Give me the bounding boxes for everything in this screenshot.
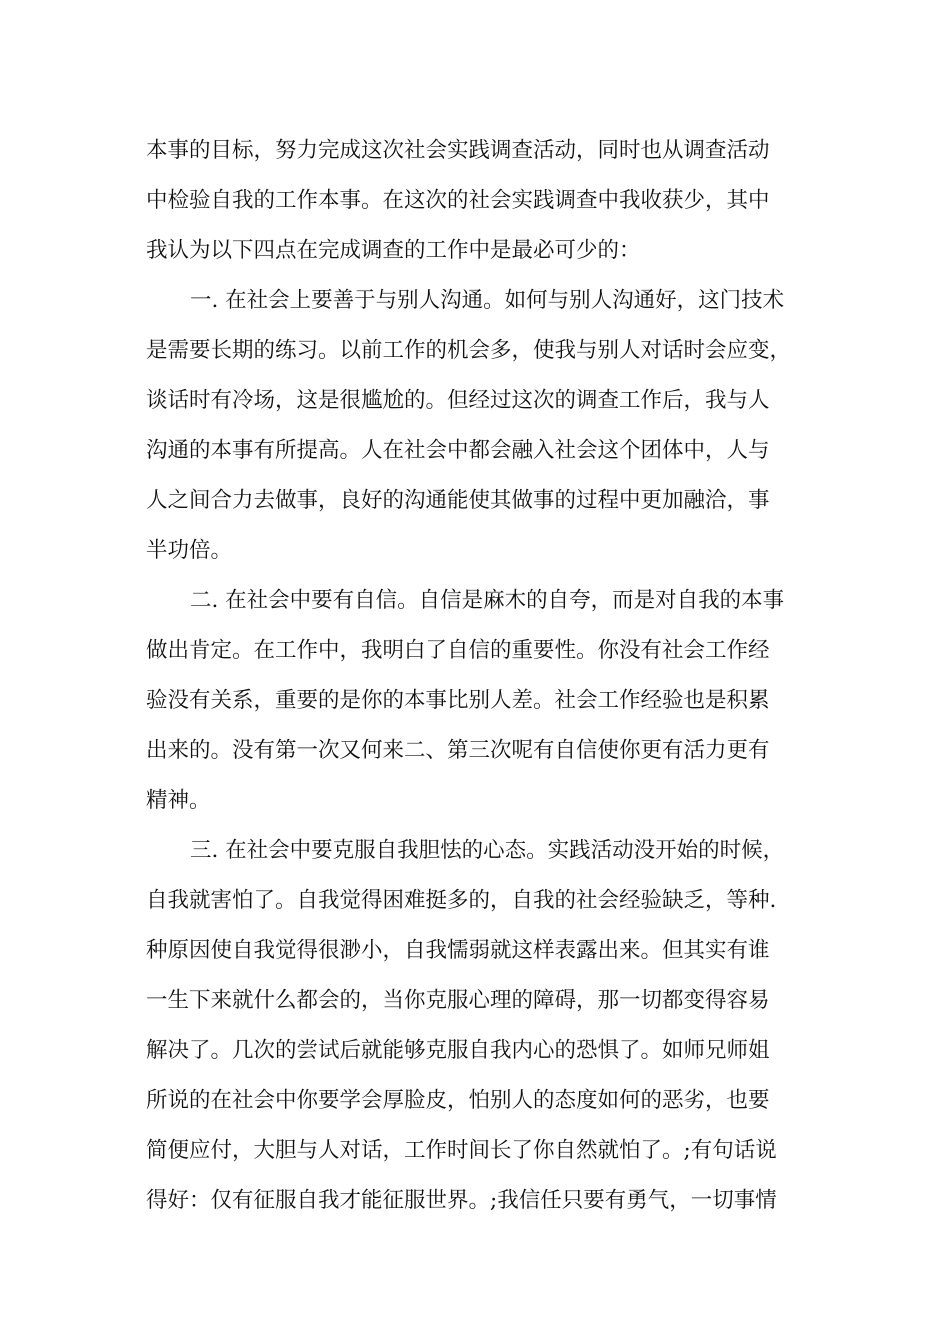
text-line: 人之间合力去做事，良好的沟通能使其做事的过程中更加融洽，事 <box>146 488 770 513</box>
text-line: 一. 在社会上要善于与别人沟通。如何与别人沟通好，这门技术 <box>190 288 785 313</box>
text-line: 是需要长期的练习。以前工作的机会多，使我与别人对话时会应变， <box>146 338 792 363</box>
text-line: 本事的目标，努力完成这次社会实践调查活动，同时也从调查活动 <box>146 138 770 163</box>
text-line: 二. 在社会中要有自信。自信是麻木的自夸，而是对自我的本事 <box>190 588 785 613</box>
text-line: 精神。 <box>146 788 211 813</box>
text-line: 三. 在社会中要克服自我胆怯的心态。实践活动没开始的时候， <box>190 838 785 863</box>
text-line: 种原因使自我觉得很渺小，自我懦弱就这样表露出来。但其实有谁 <box>146 938 770 963</box>
text-line: 所说的在社会中你要学会厚脸皮，怕别人的态度如何的恶劣，也要 <box>146 1088 770 1113</box>
text-line: 谈话时有冷场，这是很尴尬的。但经过这次的调查工作后，我与人 <box>146 388 770 413</box>
document-body <box>146 126 816 1226</box>
text-line: 做出肯定。在工作中，我明白了自信的重要性。你没有社会工作经 <box>146 638 770 663</box>
text-line: 我认为以下四点在完成调查的工作中是最必可少的： <box>146 238 641 263</box>
text-line: 验没有关系，重要的是你的本事比别人差。社会工作经验也是积累 <box>146 688 770 713</box>
text-line: 半功倍。 <box>146 538 233 563</box>
text-line: 自我就害怕了。自我觉得困难挺多的，自我的社会经验缺乏，等种. <box>146 888 777 913</box>
text-line: 沟通的本事有所提高。人在社会中都会融入社会这个团体中，人与 <box>146 438 770 463</box>
text-line: 解决了。几次的尝试后就能够克服自我内心的恐惧了。如师兄师姐 <box>146 1038 770 1063</box>
text-line: 得好：仅有征服自我才能征服世界。;我信任只要有勇气，一切事情 <box>146 1188 777 1213</box>
text-line: 出来的。没有第一次又何来二、第三次呢有自信使你更有活力更有 <box>146 738 770 763</box>
text-line: 简便应付，大胆与人对话，工作时间长了你自然就怕了。;有句话说 <box>146 1138 777 1163</box>
text-line: 中检验自我的工作本事。在这次的社会实践调查中我收获少，其中 <box>146 188 770 213</box>
text-line: 一生下来就什么都会的，当你克服心理的障碍，那一切都变得容易 <box>146 988 770 1013</box>
